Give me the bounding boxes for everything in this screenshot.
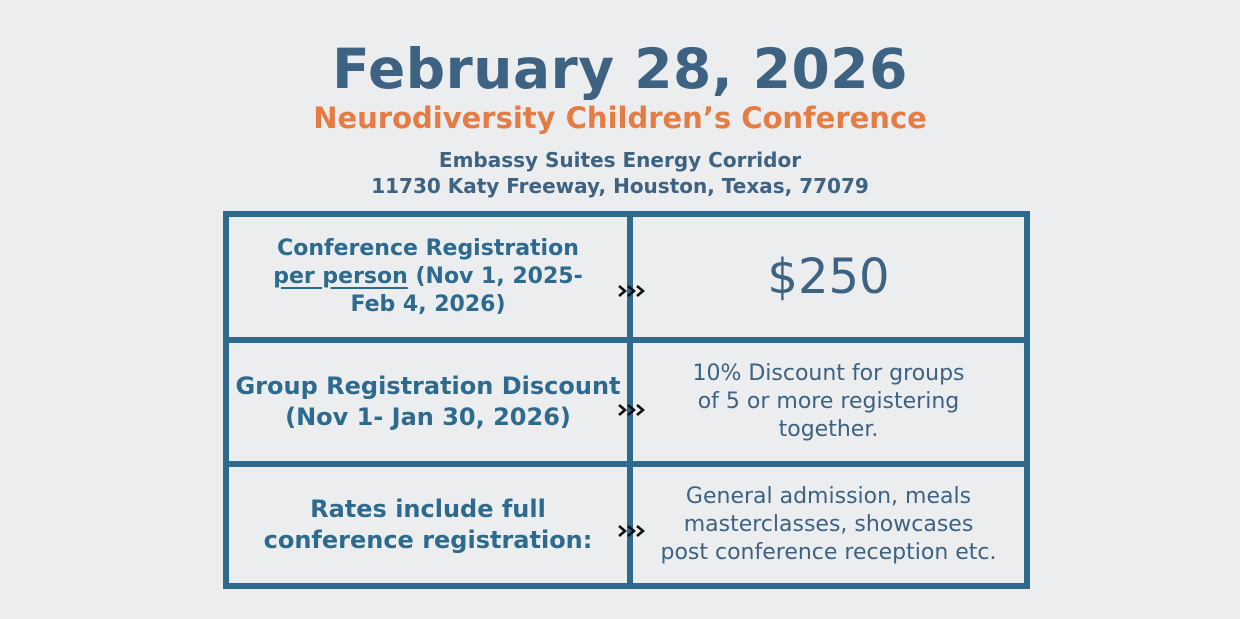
row-group-value-line1: 10% Discount for groups — [692, 361, 965, 386]
row-registration-date-end: Feb 4, 2026) — [350, 292, 506, 317]
triple-chevron-right-icon — [617, 402, 649, 418]
row-group-label-line1: Group Registration Discount — [235, 372, 621, 400]
triple-chevron-right-icon — [617, 283, 649, 299]
registration-price: $250 — [767, 249, 890, 305]
row-registration-label — [229, 217, 627, 337]
row-registration-label-line1: Conference Registration — [277, 236, 579, 261]
event-date: February 28, 2026 — [332, 37, 908, 101]
row-includes-label-line2: conference registration: — [263, 526, 593, 554]
venue-name: Embassy Suites Energy Corridor — [438, 148, 802, 172]
row-group-value-line3: together. — [778, 417, 879, 442]
row-includes-value-line1: General admission, meals — [685, 484, 972, 509]
row-includes-label — [229, 467, 627, 583]
row-registration-per-person: per person — [273, 264, 408, 289]
row-includes-label-line1: Rates include full — [310, 495, 546, 523]
triple-chevron-right-icon — [617, 523, 649, 539]
row-group-value — [633, 343, 1024, 461]
row-registration-value — [633, 217, 1024, 337]
row-registration-date-start: (Nov 1, 2025- — [407, 264, 583, 289]
row-includes-value-line3: post conference reception etc. — [660, 540, 997, 565]
row-group-label-line2: (Nov 1- Jan 30, 2026) — [285, 403, 571, 431]
pricing-table — [223, 211, 1030, 589]
venue-address: 11730 Katy Freeway, Houston, Texas, 77079 — [371, 174, 869, 198]
row-includes-value — [633, 467, 1024, 583]
row-group-value-line2: of 5 or more registering — [697, 389, 960, 414]
row-group-label — [229, 343, 627, 461]
row-includes-value-line2: masterclasses, showcases — [683, 512, 974, 537]
event-title: Neurodiversity Children’s Conference — [313, 101, 927, 135]
